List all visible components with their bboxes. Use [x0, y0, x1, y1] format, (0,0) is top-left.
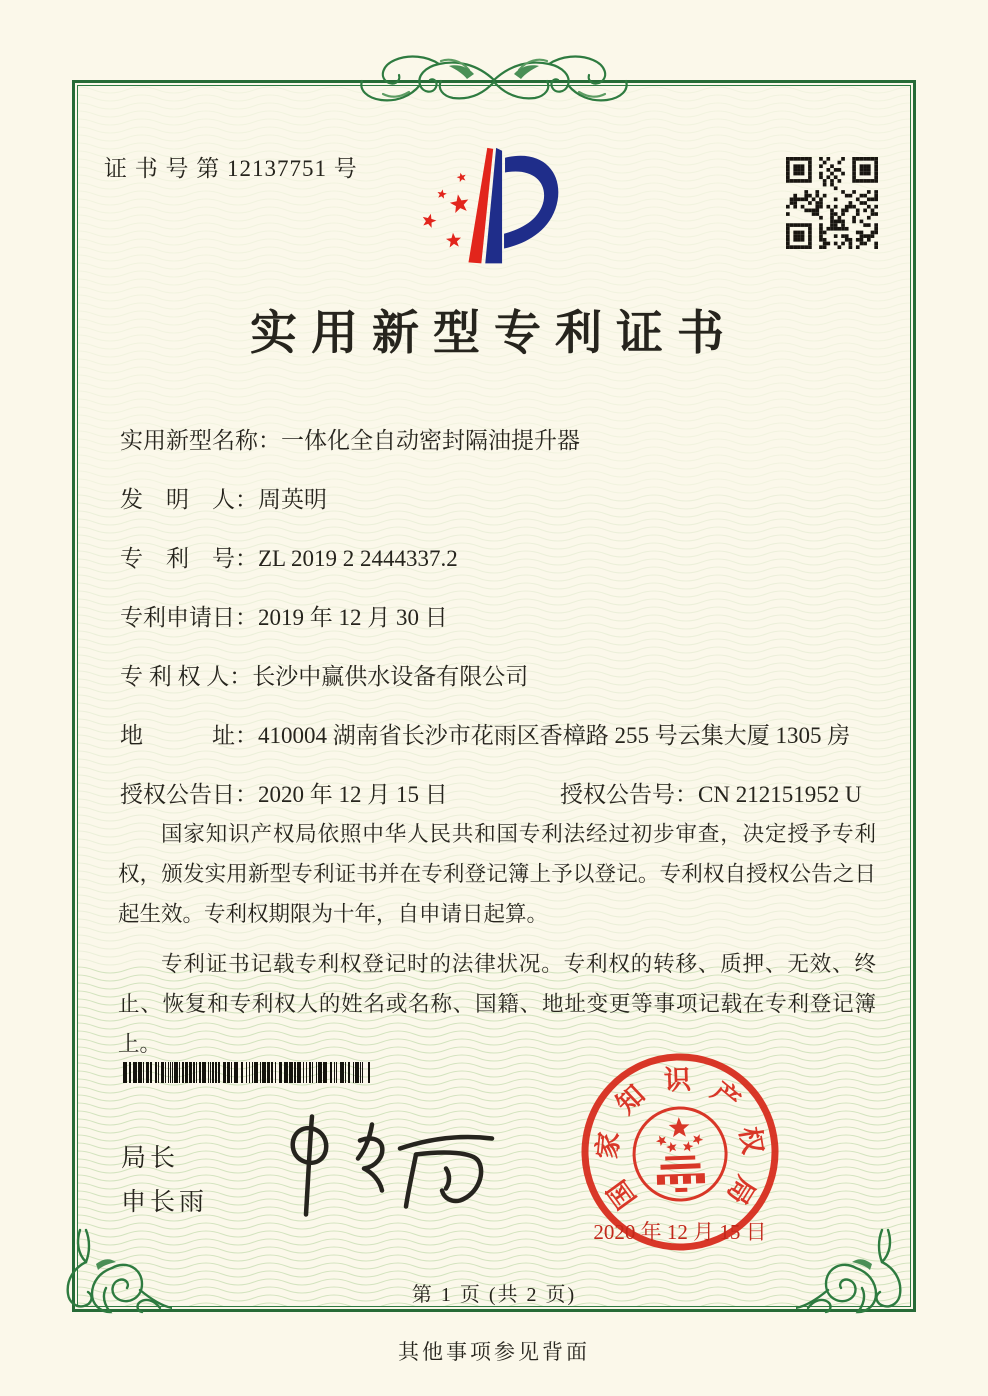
cnipa-logo [398, 134, 616, 292]
handwritten-signature [260, 1108, 500, 1223]
logo-star-icon [446, 233, 461, 248]
svg-text:家: 家 [592, 1130, 625, 1161]
field-label: 专 利 号： [120, 546, 258, 571]
barcode [123, 1062, 371, 1084]
field-value: ZL 2019 2 2444337.2 [258, 546, 458, 571]
logo-star-icon [450, 194, 468, 213]
grant-number: 授权公告号：CN 212151952 U [560, 782, 862, 807]
svg-text:局: 局 [721, 1170, 761, 1210]
field-row-address [120, 717, 910, 748]
logo-star-icon [423, 214, 437, 228]
field-row-inventor [120, 481, 910, 512]
certificate-title: 实用新型专利证书 [250, 308, 738, 360]
field-value: 410004 湖南省长沙市花雨区香樟路 255 号云集大厦 1305 房 [258, 723, 851, 748]
field-label: 专 利 权 人： [120, 664, 253, 689]
svg-text:知: 知 [610, 1079, 651, 1120]
back-note: 其他事项参见背面 [398, 1340, 590, 1364]
page-number: 第 1 页 (共 2 页) [411, 1284, 577, 1306]
certificate-fields [120, 422, 910, 835]
svg-text:国: 国 [601, 1174, 642, 1215]
field-value: 2019 年 12 月 30 日 [258, 605, 448, 630]
field-label: 地 址： [120, 723, 258, 748]
field-row-grant [120, 776, 910, 807]
grant-date: 授权公告日：2020 年 12 月 15 日 [120, 782, 448, 807]
field-label: 专利申请日： [120, 605, 258, 630]
seal-date: 2020 年 12 月 15 日 [593, 1220, 767, 1244]
svg-text:产: 产 [705, 1076, 746, 1117]
svg-text:权: 权 [734, 1124, 769, 1157]
legal-paragraph: 国家知识产权局依照中华人民共和国专利法经过初步审查，决定授予专利权，颁发实用新型专利证书并在专利登记簿上予以登记。专利权自授权公告之日起生效。专利权期限为十年，自申请日起算。 [118, 822, 876, 926]
field-row-name [120, 422, 910, 453]
signer-name: 申长雨 [121, 1189, 209, 1216]
field-row-filing-date [120, 599, 910, 630]
field-row-patentee [120, 658, 910, 689]
signer-title: 局长 [121, 1145, 180, 1172]
legal-paragraph: 专利证书记载专利权登记时的法律状况。专利权的转移、质押、无效、终止、恢复和专利权人的姓名或名称、国籍、地址变更等事项记载在专利登记簿上。 [118, 952, 876, 1056]
svg-text:识: 识 [663, 1064, 692, 1096]
field-label: 发 明 人： [120, 487, 258, 512]
certificate-number: 证 书 号 第 12137751 号 [104, 156, 358, 181]
field-row-patent-no [120, 540, 910, 571]
logo-p-bowl [504, 156, 558, 249]
legal-text [118, 814, 876, 1064]
logo-star-icon [457, 173, 466, 182]
field-value: 一体化全自动密封隔油提升器 [281, 428, 580, 453]
field-value: 长沙中赢供水设备有限公司 [252, 664, 529, 689]
logo-star-icon [437, 189, 446, 198]
field-label: 实用新型名称： [120, 428, 281, 453]
field-value: 周英明 [258, 487, 327, 512]
national-emblem-icon [632, 1106, 727, 1201]
qr-code [786, 157, 878, 249]
